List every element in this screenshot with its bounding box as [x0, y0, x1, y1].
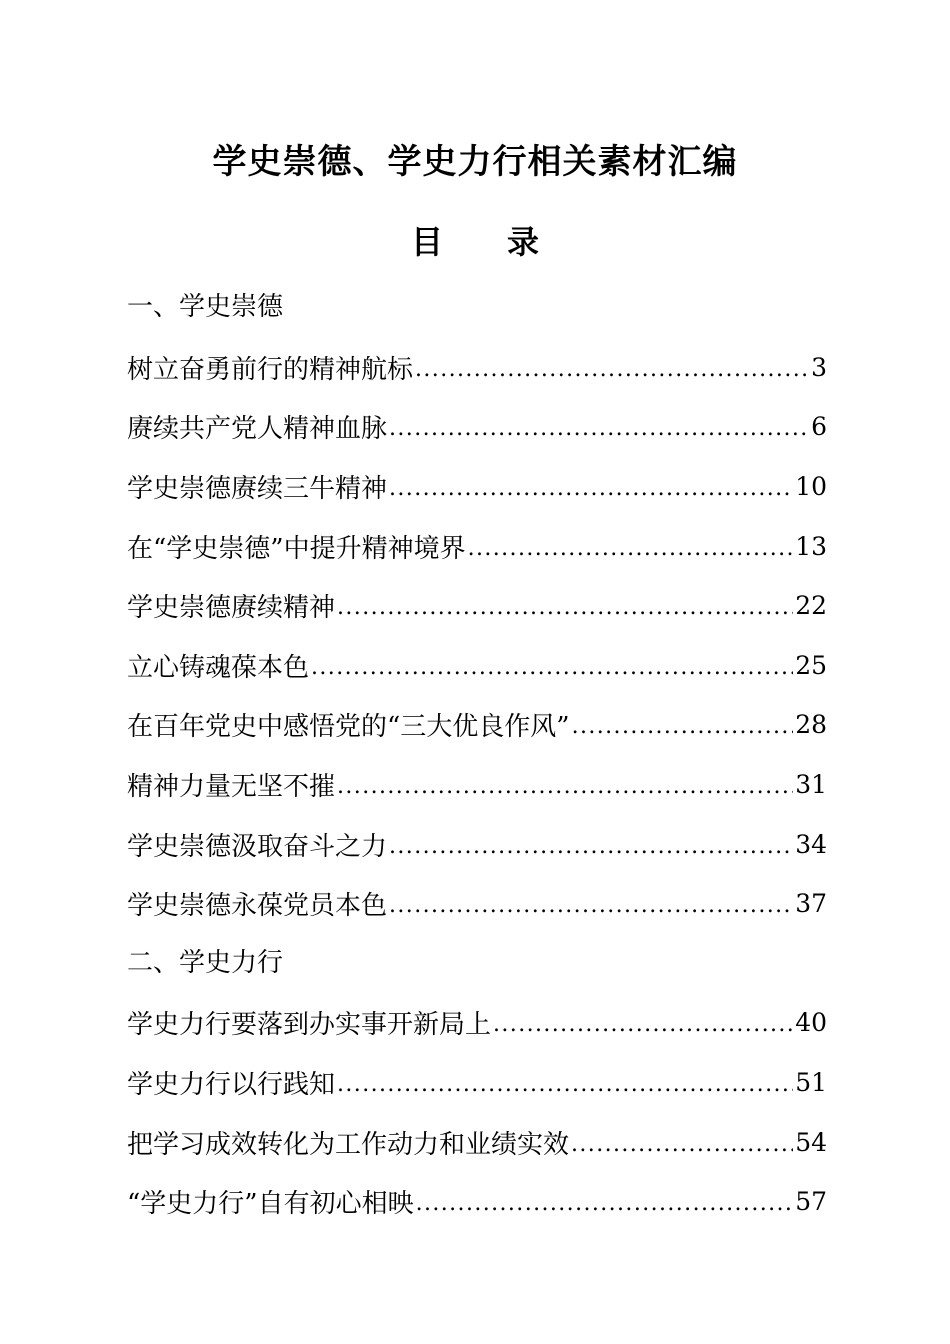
- toc-entry-page: 25: [795, 650, 827, 680]
- toc-heading-char-2: 录: [507, 223, 540, 261]
- toc-entry-page: 10: [795, 472, 827, 502]
- toc-entry[interactable]: [127, 1053, 827, 1113]
- dot-leader: [389, 416, 809, 441]
- toc-entry-page: 51: [795, 1068, 827, 1098]
- toc-entry-title: 学史力行要落到办实事开新局上: [127, 1010, 492, 1041]
- toc-entry-title: 赓续共产党人精神血脉: [127, 414, 388, 445]
- toc-entry[interactable]: [127, 695, 827, 755]
- toc-entry-page: 3: [811, 352, 827, 382]
- dot-leader: [415, 357, 809, 382]
- toc-entry-title: 学史崇德汲取奋斗之力: [127, 831, 388, 862]
- dot-leader: [337, 1072, 793, 1097]
- toc-entry[interactable]: [127, 1172, 827, 1232]
- toc-entry[interactable]: [127, 993, 827, 1053]
- toc-entry-page: 34: [795, 829, 827, 859]
- toc-entry-page: 37: [795, 889, 827, 919]
- toc-entry-title: “学史力行”自有初心相映: [127, 1189, 414, 1220]
- toc-entry-title: 精神力量无坚不摧: [127, 772, 336, 803]
- toc-entry[interactable]: [127, 576, 827, 636]
- toc-entry-title: 立心铸魂葆本色: [127, 652, 310, 683]
- dot-leader: [468, 536, 794, 561]
- toc-heading-char-1: 目: [410, 223, 443, 261]
- section-heading: 一、学史崇德: [127, 292, 284, 322]
- toc-entry[interactable]: [127, 755, 827, 815]
- toc-entry-title: 把学习成效转化为工作动力和业绩实效: [127, 1129, 570, 1160]
- toc-entry-page: 6: [811, 412, 827, 442]
- section-heading: 二、学史力行: [127, 947, 284, 978]
- dot-leader: [571, 1132, 793, 1157]
- toc-entry-page: 40: [795, 1008, 827, 1038]
- dot-leader: [389, 834, 793, 859]
- dot-leader: [416, 1191, 794, 1216]
- toc-entry-page: 28: [795, 710, 827, 740]
- table-of-contents: [127, 278, 827, 1232]
- toc-entry[interactable]: [127, 814, 827, 874]
- toc-entry[interactable]: [127, 874, 827, 934]
- document-title: 学史崇德、学史力行相关素材汇编: [212, 142, 738, 182]
- toc-entry[interactable]: [127, 516, 827, 576]
- toc-entry[interactable]: [127, 636, 827, 696]
- dot-leader: [493, 1012, 793, 1037]
- toc-entry-title: 学史崇德赓续精神: [127, 593, 336, 624]
- toc-entry[interactable]: [127, 397, 827, 457]
- toc-entry-page: 57: [795, 1187, 827, 1217]
- toc-entry-title: 在“学史崇德”中提升精神境界: [127, 533, 466, 564]
- toc-entry-title: 学史力行以行践知: [127, 1070, 336, 1101]
- toc-entry[interactable]: [127, 338, 827, 398]
- toc-heading: [0, 218, 950, 266]
- toc-entry[interactable]: [127, 1112, 827, 1172]
- toc-entry-title: 树立奋勇前行的精神航标: [127, 354, 414, 385]
- dot-leader: [389, 476, 793, 501]
- toc-entry-title: 学史崇德永葆党员本色: [127, 891, 388, 922]
- dot-leader: [337, 774, 793, 799]
- dot-leader: [311, 655, 793, 680]
- dot-leader: [337, 595, 793, 620]
- toc-entry-title: 在百年党史中感悟党的“三大优良作风”: [127, 712, 570, 743]
- toc-entry-page: 13: [795, 531, 827, 561]
- toc-entry[interactable]: [127, 457, 827, 517]
- toc-entry-title: 学史崇德赓续三牛精神: [127, 474, 388, 505]
- toc-entry-page: 22: [795, 591, 827, 621]
- toc-entry-page: 54: [795, 1127, 827, 1157]
- dot-leader: [389, 893, 793, 918]
- toc-entry-page: 31: [795, 770, 827, 800]
- dot-leader: [572, 714, 794, 739]
